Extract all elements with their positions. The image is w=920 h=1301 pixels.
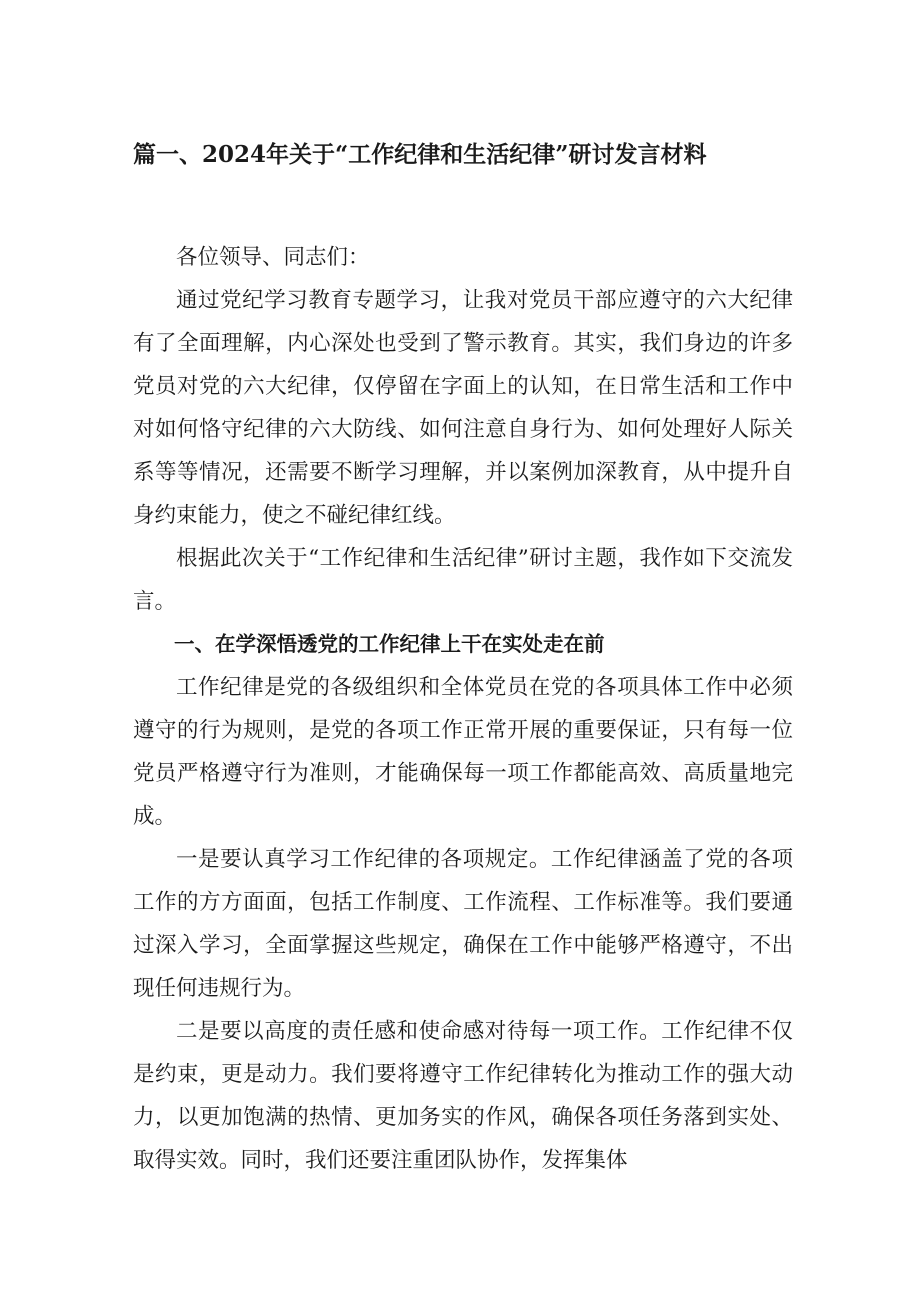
section-heading: 一、在学深悟透党的工作纪律上干在实处走在前 xyxy=(174,632,605,656)
body-paragraph: 一是要认真学习工作纪律的各项规定。工作纪律涵盖了党的各项工作的方方面面，包括工作制度、工作流程、工作标准等。我们要通过深入学习，全面掌握这些规定，确保在工作中能够严格遵守，不出现任何违规行为。 xyxy=(133,847,793,1001)
body-paragraph: 工作纪律是党的各级组织和全体党员在党的各项具体工作中必须遵守的行为规则，是党的各项工作正常开展的重要保证，只有每一位党员严格遵守行为准则，才能确保每一项工作都能高效、高质量地完成。 xyxy=(133,675,793,829)
document-title: 篇一、2024年关于“工作纪律和生活纪律”研讨发言材料 xyxy=(133,141,707,168)
body-paragraph: 根据此次关于“工作纪律和生活纪律”研讨主题，我作如下交流发言。 xyxy=(133,546,793,614)
salutation: 各位领导、同志们： xyxy=(176,245,370,270)
body-paragraph: 二是要以高度的责任感和使命感对待每一项工作。工作纪律不仅是约束，更是动力。我们要将遵守工作纪律转化为推动工作的强大动力，以更加饱满的热情、更加务实的作风，确保各项任务落到实处、取得实效。同时，我们还要注重团队协作，发挥集体 xyxy=(133,1019,793,1173)
body-paragraph: 通过党纪学习教育专题学习，让我对党员干部应遵守的六大纪律有了全面理解，内心深处也受到了警示教育。其实，我们身边的许多党员对党的六大纪律，仅停留在字面上的认知，在日常生活和工作中对如何恪守纪律的六大防线、如何注意自身行为、如何处理好人际关系等等情况，还需要不断学习理解，并以案例加深教育，从中提升自身约束能力，使之不碰纪律红线。 xyxy=(133,288,793,528)
document-body xyxy=(133,236,793,1182)
